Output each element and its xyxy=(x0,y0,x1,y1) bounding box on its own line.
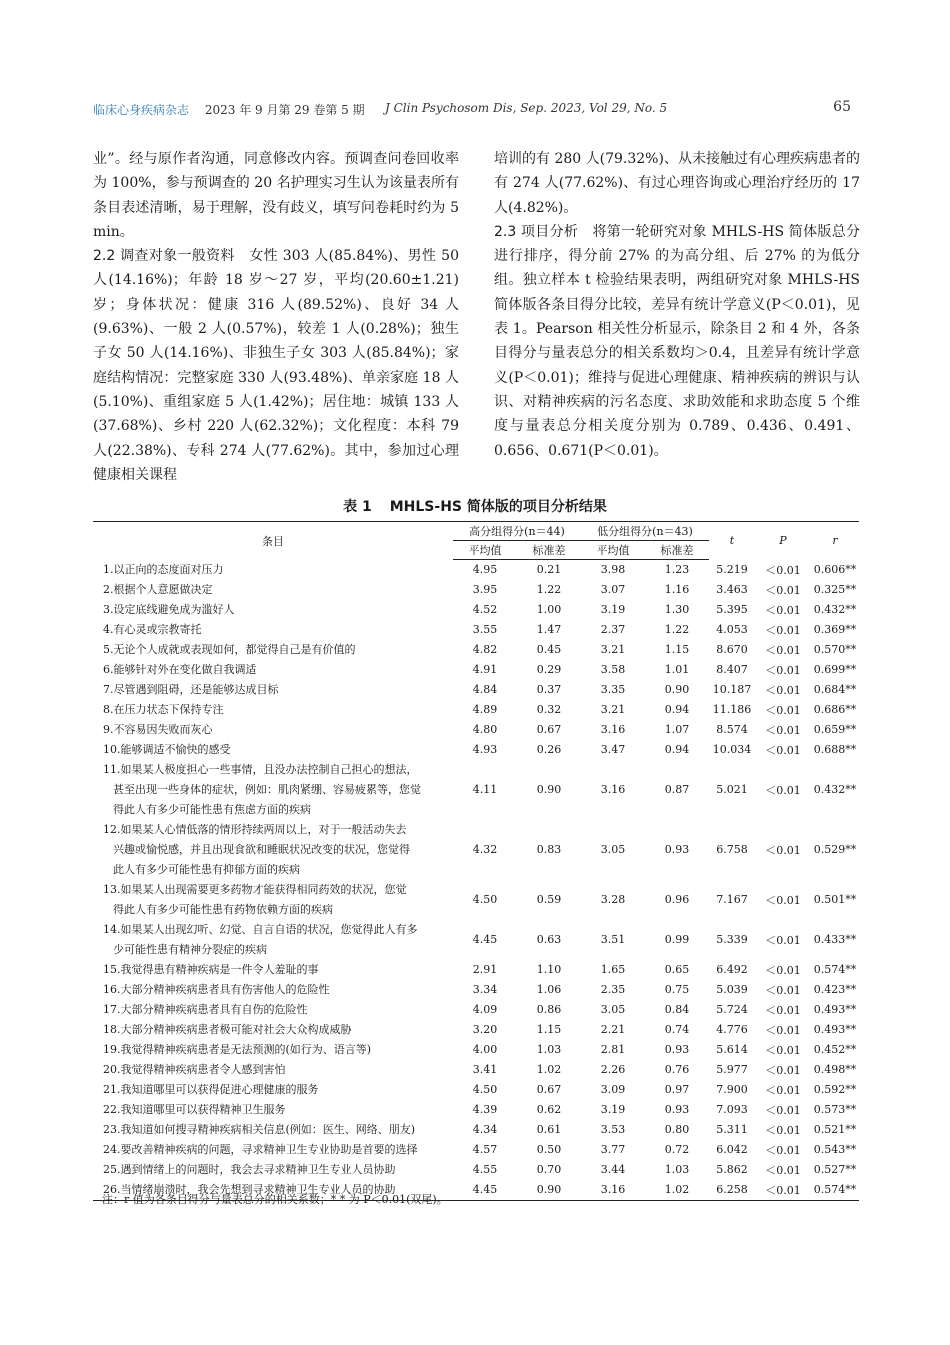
cell-p: ＜0.01 xyxy=(765,1083,801,1097)
cell-hs: 1.03 xyxy=(536,1043,562,1056)
cell-hm: 4.50 xyxy=(472,893,498,906)
item-text xyxy=(93,960,453,980)
item-text-line: 9.不容易因失败而灰心 xyxy=(103,722,213,736)
item-text-line: 3.设定底线避免成为滥好人 xyxy=(103,602,235,616)
section-2-3 xyxy=(494,220,860,463)
col-header-low-group: 低分组得分(n＝43) xyxy=(581,522,709,541)
item-text xyxy=(93,560,453,580)
item-text xyxy=(93,880,453,920)
cell-ls: 1.07 xyxy=(664,723,690,736)
item-text-line: 少可能性患有精神分裂症的疾病 xyxy=(113,942,267,956)
item-text-line: 16.大部分精神疾病患者具有伤害他人的危险性 xyxy=(103,982,330,996)
cell-hm: 3.55 xyxy=(472,623,498,636)
cell-p: ＜0.01 xyxy=(765,583,801,597)
table-row xyxy=(93,920,859,960)
item-text-line: 7.尽管遇到阻碍，还是能够达成目标 xyxy=(103,682,279,696)
cell-t: 5.311 xyxy=(716,1123,748,1136)
item-text xyxy=(93,740,453,760)
cell-t: 7.093 xyxy=(716,1103,748,1116)
cell-p: ＜0.01 xyxy=(765,623,801,637)
table-row xyxy=(93,1080,859,1100)
table-row xyxy=(93,740,859,760)
cell-lm: 3.51 xyxy=(600,933,626,946)
cell-hs: 0.32 xyxy=(536,703,562,716)
item-text-line: 此人有多少可能性患有抑郁方面的疾病 xyxy=(113,862,300,876)
cell-lm: 3.98 xyxy=(600,563,626,577)
cell-t: 10.187 xyxy=(712,683,752,696)
item-text-line: 11.如果某人极度担心一些事情，且没办法控制自己担心的想法， xyxy=(103,762,418,776)
cell-lm: 2.21 xyxy=(600,1023,626,1036)
item-text xyxy=(93,600,453,620)
cell-t: 10.034 xyxy=(712,743,752,756)
cell-t: 5.339 xyxy=(716,933,748,946)
cell-lm: 3.09 xyxy=(600,1083,626,1096)
section-2-3-heading: 2.3 项目分析 xyxy=(494,223,579,240)
cell-hs: 0.21 xyxy=(536,563,562,577)
cell-ls: 0.90 xyxy=(664,683,690,696)
cell-ls: 0.80 xyxy=(664,1123,690,1136)
cell-hm: 4.11 xyxy=(472,783,498,796)
table-row xyxy=(93,1060,859,1080)
cell-hm: 4.91 xyxy=(472,663,498,676)
cell-hs: 0.59 xyxy=(536,893,562,906)
cell-ls: 1.30 xyxy=(664,603,690,616)
item-text-line: 25.遇到情绪上的问题时，我会去寻求精神卫生专业人员协助 xyxy=(103,1162,396,1176)
cell-ls: 1.23 xyxy=(664,563,690,577)
col-header-high-sd: 标准差 xyxy=(517,541,581,560)
right-column xyxy=(494,147,860,463)
item-text xyxy=(93,1020,453,1040)
cell-t: 5.219 xyxy=(716,563,748,576)
cell-r: 0.325** xyxy=(813,583,857,596)
issue-info: 2023 年 9 月第 29 卷第 5 期 xyxy=(204,103,365,117)
cell-p: ＜0.01 xyxy=(765,983,801,997)
cell-lm: 3.19 xyxy=(600,603,626,616)
table-row xyxy=(93,1000,859,1020)
cell-t: 6.492 xyxy=(716,963,748,976)
item-text-line: 22.我知道哪里可以获得精神卫生服务 xyxy=(103,1102,286,1116)
cell-ls: 0.93 xyxy=(664,1103,690,1116)
cell-lm: 3.07 xyxy=(600,583,626,596)
cell-lm: 3.44 xyxy=(600,1163,626,1176)
cell-lm: 2.37 xyxy=(600,623,626,636)
table-row xyxy=(93,1020,859,1040)
cell-lm: 3.47 xyxy=(600,743,626,756)
cell-hs: 1.06 xyxy=(536,983,562,996)
cell-r: 0.521** xyxy=(813,1123,857,1136)
section-2-2 xyxy=(93,244,459,487)
cell-p: ＜0.01 xyxy=(765,643,801,657)
cell-p: ＜0.01 xyxy=(765,703,801,717)
cell-ls: 0.65 xyxy=(664,963,690,976)
item-text-line: 4.有心灵或宗教寄托 xyxy=(103,622,202,636)
cell-r: 0.527** xyxy=(813,1163,857,1176)
item-text-line: 23.我知道如何搜寻精神疾病相关信息(例如：医生、网络、朋友) xyxy=(103,1122,416,1136)
cell-hm: 4.84 xyxy=(472,683,498,696)
left-column xyxy=(93,147,459,487)
cell-hm: 3.95 xyxy=(472,583,498,596)
section-2-2-text: 女性 303 人(85.84%)、男性 50 人(14.16%)；年龄 18 岁～27 岁，平均(20.60±1.21)岁；身体状况：健康 316 人(89.52%)、良好 34 人(9.63%)、一般 2 人(0.57%)，较差 1 人(0.28%)；独生子女 50 人(14.16%)、非独生子女 303 人(85.84%)；家庭结构情况：完整家庭 330 人(93.48%)、单亲家庭 18 人(5.10%)、重组家庭 5 人(1.42%)；居住地：城镇 133 人(37.68%)、乡村 220 人(62.32%)；文化程度：本科 79 人(22.38%)、专科 274 人(77.62%)。其中，参加过心理健康相关课程 xyxy=(93,248,459,483)
cell-p: ＜0.01 xyxy=(765,893,801,907)
cell-r: 0.659** xyxy=(813,723,857,736)
table-caption-label: 表 1 xyxy=(343,499,372,515)
page-number: 65 xyxy=(833,99,851,115)
cell-t: 5.395 xyxy=(716,603,748,616)
cell-hs: 1.47 xyxy=(536,623,562,636)
item-text-line: 13.如果某人出现需要更多药物才能获得相同药效的状况，您觉 xyxy=(103,882,407,896)
cell-p: ＜0.01 xyxy=(765,1063,801,1077)
cell-lm: 2.81 xyxy=(600,1043,626,1056)
table-row xyxy=(93,620,859,640)
cell-lm: 2.35 xyxy=(600,983,626,996)
cell-hm: 4.93 xyxy=(472,743,498,756)
cell-t: 6.042 xyxy=(716,1143,748,1156)
cell-r: 0.432** xyxy=(813,603,857,616)
cell-hs: 0.37 xyxy=(536,683,562,696)
cell-r: 0.574** xyxy=(813,963,857,976)
item-text-line: 20.我觉得精神疾病患者令人感到害怕 xyxy=(103,1062,286,1076)
cell-p: ＜0.01 xyxy=(765,603,801,617)
cell-ls: 0.75 xyxy=(664,983,690,996)
cell-ls: 0.94 xyxy=(664,743,690,756)
table-row xyxy=(93,1160,859,1180)
cell-hm: 4.57 xyxy=(472,1143,498,1156)
cell-ls: 0.76 xyxy=(664,1063,690,1076)
item-text xyxy=(93,720,453,740)
item-text xyxy=(93,1120,453,1140)
item-text-line: 18.大部分精神疾病患者极可能对社会大众构成威胁 xyxy=(103,1022,352,1036)
cell-t: 7.167 xyxy=(716,893,748,906)
cell-r: 0.423** xyxy=(813,983,857,996)
col-header-high-mean: 平均值 xyxy=(453,541,517,560)
cell-hm: 4.89 xyxy=(472,703,498,716)
table-row xyxy=(93,820,859,880)
cell-hs: 1.02 xyxy=(536,1063,562,1076)
table-row xyxy=(93,560,859,580)
table-row xyxy=(93,1040,859,1060)
cell-p: ＜0.01 xyxy=(765,743,801,757)
item-text xyxy=(93,760,453,820)
item-text-line: 得此人有多少可能性患有药物依赖方面的疾病 xyxy=(113,902,333,916)
item-text-line: 15.我觉得患有精神疾病是一件令人羞耻的事 xyxy=(103,962,319,976)
item-text-line: 1.以正向的态度面对压力 xyxy=(103,562,224,576)
cell-r: 0.592** xyxy=(813,1083,857,1096)
cell-lm: 3.21 xyxy=(600,703,626,716)
cell-lm: 3.16 xyxy=(600,723,626,736)
cell-hs: 1.10 xyxy=(536,963,562,976)
cell-r: 0.699** xyxy=(813,663,857,676)
table-row xyxy=(93,960,859,980)
cell-p: ＜0.01 xyxy=(765,1123,801,1137)
table-row xyxy=(93,980,859,1000)
table-body xyxy=(93,560,859,1201)
cell-r: 0.684** xyxy=(813,683,857,696)
table-row xyxy=(93,640,859,660)
cell-r: 0.493** xyxy=(813,1003,857,1016)
cell-hs: 1.22 xyxy=(536,583,562,596)
cell-hs: 0.70 xyxy=(536,1163,562,1176)
cell-hm: 4.39 xyxy=(472,1103,498,1116)
item-text-line: 10.能够调适不愉快的感受 xyxy=(103,742,231,756)
item-text xyxy=(93,1100,453,1120)
cell-ls: 0.74 xyxy=(664,1023,690,1036)
col-header-low-sd: 标准差 xyxy=(645,541,709,560)
cell-hm: 4.52 xyxy=(472,603,498,616)
cell-t: 8.407 xyxy=(716,663,748,676)
cell-lm: 1.65 xyxy=(600,963,626,976)
table-row xyxy=(93,600,859,620)
table-caption xyxy=(0,496,950,516)
cell-p: ＜0.01 xyxy=(765,1043,801,1057)
table-row xyxy=(93,660,859,680)
item-text-line: 兴趣或愉悦感，并且出现食欲和睡眠状况改变的状况，您觉得 xyxy=(113,842,410,856)
col-header-p: P xyxy=(755,522,811,560)
cell-ls: 0.99 xyxy=(664,933,690,946)
cell-lm: 3.16 xyxy=(581,1180,645,1201)
cell-hm: 4.32 xyxy=(472,843,498,856)
item-text xyxy=(93,680,453,700)
cell-p: ＜0.01 xyxy=(765,1023,801,1037)
cell-hs: 0.67 xyxy=(536,723,562,736)
col-header-r: r xyxy=(811,522,859,560)
table-row xyxy=(93,720,859,740)
cell-lm: 3.35 xyxy=(600,683,626,696)
cell-ls: 1.16 xyxy=(664,583,690,596)
cell-t: 3.463 xyxy=(716,583,748,596)
cell-r: 0.574** xyxy=(811,1180,859,1201)
cell-t: 5.724 xyxy=(716,1003,748,1016)
cell-p: ＜0.01 xyxy=(765,1163,801,1177)
item-text xyxy=(93,1080,453,1100)
cell-t: 7.900 xyxy=(716,1083,748,1096)
col-header-low-mean: 平均值 xyxy=(581,541,645,560)
cell-hs: 1.15 xyxy=(536,1023,562,1036)
cell-ls: 0.97 xyxy=(664,1083,690,1096)
cell-ls: 1.22 xyxy=(664,623,690,636)
cell-t: 4.776 xyxy=(716,1023,748,1036)
cell-p: ＜0.01 xyxy=(755,1180,811,1201)
cell-p: ＜0.01 xyxy=(765,1003,801,1017)
cell-t: 5.862 xyxy=(716,1163,748,1176)
item-text-line: 21.我知道哪里可以获得促进心理健康的服务 xyxy=(103,1082,319,1096)
cell-t: 5.614 xyxy=(716,1043,748,1056)
cell-lm: 3.16 xyxy=(600,783,626,796)
cell-r: 0.543** xyxy=(813,1143,857,1156)
table-row xyxy=(93,1100,859,1120)
cell-hs: 0.90 xyxy=(536,783,562,796)
item-text xyxy=(93,1000,453,1020)
cell-r: 0.573** xyxy=(813,1103,857,1116)
cell-r: 0.433** xyxy=(813,933,857,946)
cell-hm: 4.50 xyxy=(472,1083,498,1096)
cell-hm: 3.41 xyxy=(472,1063,498,1076)
cell-hm: 4.80 xyxy=(472,723,498,736)
cell-r: 0.570** xyxy=(813,643,857,656)
cell-hm: 4.82 xyxy=(472,643,498,656)
journal-name: 临床心身疾病杂志 xyxy=(93,103,190,117)
cell-lm: 3.53 xyxy=(600,1123,626,1136)
item-text-line: 26.当情绪崩溃时，我会先想到寻求精神卫生专业人员的协助 xyxy=(103,1182,396,1196)
item-text xyxy=(93,1040,453,1060)
cell-p: ＜0.01 xyxy=(765,963,801,977)
item-text-line: 17.大部分精神疾病患者具有自伤的危险性 xyxy=(103,1002,308,1016)
right-paragraph-1: 培训的有 280 人(79.32%)、从未接触过有心理疾病患者的有 274 人(77.62%)、有过心理咨询或心理治疗经历的 17 人(4.82%)。 xyxy=(494,151,860,216)
cell-hs: 0.63 xyxy=(536,933,562,946)
cell-p: ＜0.01 xyxy=(765,663,801,677)
item-text xyxy=(93,1160,453,1180)
cell-lm: 3.28 xyxy=(600,893,626,906)
cell-t: 5.977 xyxy=(716,1063,748,1076)
cell-hs: 0.86 xyxy=(536,1003,562,1016)
cell-r: 0.432** xyxy=(813,783,857,796)
cell-hm: 4.00 xyxy=(472,1043,498,1056)
cell-hm: 3.34 xyxy=(472,983,498,996)
cell-hs: 0.83 xyxy=(536,843,562,856)
cell-r: 0.688** xyxy=(813,743,857,756)
section-2-2-heading: 2.2 调查对象一般资料 xyxy=(93,248,235,265)
cell-r: 0.498** xyxy=(813,1063,857,1076)
item-text-line: 12.如果某人心情低落的情形持续两周以上，对于一般活动失去 xyxy=(103,822,407,836)
cell-t: 6.758 xyxy=(716,843,748,856)
cell-r: 0.369** xyxy=(813,623,857,636)
table-note: 注：r 值为各条目得分与量表总分的相关系数；* * 为 P＜0.01(双尾)。 xyxy=(102,1193,448,1206)
item-text-line: 14.如果某人出现幻听、幻觉、自言自语的状况，您觉得此人有多 xyxy=(103,922,418,936)
table-row xyxy=(93,1120,859,1140)
item-text-line: 8.在压力状态下保持专注 xyxy=(103,702,224,716)
cell-ls: 1.03 xyxy=(664,1163,690,1176)
col-header-high-group: 高分组得分(n＝44) xyxy=(453,522,581,541)
cell-ls: 0.87 xyxy=(664,783,690,796)
left-paragraph-1: 业”。经与原作者沟通，同意修改内容。预调查问卷回收率为 100%，参与预调查的 20 名护理实习生认为该量表所有条目表述清晰，易于理解，没有歧义，填写问卷耗时约为 5 min。 xyxy=(93,151,459,240)
cell-ls: 0.93 xyxy=(664,843,690,856)
table-row xyxy=(93,700,859,720)
cell-r: 0.493** xyxy=(813,1023,857,1036)
cell-p: ＜0.01 xyxy=(765,783,801,797)
cell-p: ＜0.01 xyxy=(765,1143,801,1157)
cell-ls: 0.84 xyxy=(664,1003,690,1016)
cell-hm: 4.09 xyxy=(472,1003,498,1016)
item-text xyxy=(93,820,453,880)
cell-t: 5.021 xyxy=(716,783,748,796)
cell-lm: 3.05 xyxy=(600,843,626,856)
cell-hs: 0.50 xyxy=(536,1143,562,1156)
cell-p: ＜0.01 xyxy=(765,683,801,697)
cell-lm: 3.05 xyxy=(600,1003,626,1016)
col-header-t: t xyxy=(709,522,755,560)
cell-hs: 0.26 xyxy=(536,743,562,756)
running-header xyxy=(93,101,857,121)
item-text xyxy=(93,1060,453,1080)
cell-lm: 3.58 xyxy=(600,663,626,676)
cell-hs: 0.29 xyxy=(536,663,562,676)
cell-hm: 4.45 xyxy=(472,933,498,946)
item-text xyxy=(93,640,453,660)
item-text xyxy=(93,1140,453,1160)
item-text xyxy=(93,700,453,720)
item-text xyxy=(93,920,453,960)
cell-hm: 4.55 xyxy=(472,1163,498,1176)
cell-t: 11.186 xyxy=(712,703,752,716)
cell-hs: 0.45 xyxy=(536,643,562,656)
cell-hs: 0.90 xyxy=(517,1180,581,1201)
cell-ls: 0.94 xyxy=(664,703,690,716)
item-text-line: 5.无论个人成就或表现如何，都觉得自己是有价值的 xyxy=(103,642,356,656)
cell-p: ＜0.01 xyxy=(765,723,801,737)
english-citation: J Clin Psychosom Dis, Sep. 2023, Vol 29, No. 5 xyxy=(385,101,668,115)
item-text-line: 2.根据个人意愿做决定 xyxy=(103,582,213,596)
cell-hm: 4.95 xyxy=(472,563,498,577)
item-text xyxy=(93,620,453,640)
cell-r: 0.606** xyxy=(813,563,857,576)
cell-lm: 3.21 xyxy=(600,643,626,656)
cell-hs: 0.61 xyxy=(536,1123,562,1136)
cell-p: ＜0.01 xyxy=(765,843,801,857)
cell-lm: 3.77 xyxy=(600,1143,626,1156)
cell-t: 8.574 xyxy=(716,723,748,736)
cell-p: ＜0.01 xyxy=(765,563,801,577)
item-text xyxy=(93,580,453,600)
item-text xyxy=(93,980,453,1000)
cell-hm: 4.45 xyxy=(453,1180,517,1201)
cell-p: ＜0.01 xyxy=(765,1103,801,1117)
item-analysis-table xyxy=(93,521,859,1201)
section-2-3-text: 将第一轮研究对象 MHLS-HS 简体版总分进行排序，得分前 27% 的为高分组、后 27% 的为低分组。独立样本 t 检验结果表明，两组研究对象 MHLS-HS 简体版各条目得分比较，差异有统计学意义(P＜0.01)，见表 1。Pearson 相关性分析显示，除条目 2 和 4 外，各条目得分与量表总分的相关系数均＞0.4，且差异有统计学意义(P＜0.01)；维持与促进心理健康、精神疾病的辨识与认识、对精神疾病的污名态度、求助效能和求助态度 5 个维度与量表总分相关度分别为 0.789、0.436、0.491、0.656、0.671(P＜0.01)。 xyxy=(494,223,860,459)
item-text-line: 甚至出现一些身体的症状，例如：肌肉紧绷、容易疲累等，您觉 xyxy=(113,782,421,796)
table-caption-title: MHLS-HS 简体版的项目分析结果 xyxy=(389,499,607,515)
cell-lm: 3.19 xyxy=(600,1103,626,1116)
table-row xyxy=(93,760,859,820)
cell-hs: 0.67 xyxy=(536,1083,562,1096)
item-text xyxy=(93,660,453,680)
cell-ls: 1.02 xyxy=(645,1180,709,1201)
cell-ls: 0.96 xyxy=(664,893,690,906)
cell-lm: 2.26 xyxy=(600,1063,626,1076)
item-text-line: 19.我觉得精神疾病患者是无法预测的(如行为、语言等) xyxy=(103,1042,372,1056)
cell-ls: 0.93 xyxy=(664,1043,690,1056)
cell-hs: 1.00 xyxy=(536,603,562,616)
cell-t: 5.039 xyxy=(716,983,748,996)
table-row xyxy=(93,880,859,920)
cell-r: 0.529** xyxy=(813,843,857,856)
cell-r: 0.452** xyxy=(813,1043,857,1056)
cell-p: ＜0.01 xyxy=(765,933,801,947)
cell-hm: 4.34 xyxy=(472,1123,498,1136)
cell-hs: 0.62 xyxy=(536,1103,562,1116)
item-text-line: 得此人有多少可能性患有焦虑方面的疾病 xyxy=(113,802,311,816)
cell-t: 6.258 xyxy=(709,1180,755,1201)
cell-hm: 2.91 xyxy=(472,963,498,976)
item-text-line: 6.能够针对外在变化做自我调适 xyxy=(103,662,257,676)
col-header-item: 条目 xyxy=(93,522,453,560)
cell-hm: 3.20 xyxy=(472,1023,498,1036)
table-row xyxy=(93,580,859,600)
cell-ls: 1.15 xyxy=(664,643,690,656)
cell-ls: 1.01 xyxy=(664,663,690,676)
cell-r: 0.686** xyxy=(813,703,857,716)
table-row xyxy=(93,1140,859,1160)
cell-ls: 0.72 xyxy=(664,1143,690,1156)
item-text-line: 24.要改善精神疾病的问题，寻求精神卫生专业协助是首要的选择 xyxy=(103,1142,418,1156)
cell-t: 8.670 xyxy=(716,643,748,656)
cell-t: 4.053 xyxy=(716,623,748,636)
table-row xyxy=(93,680,859,700)
cell-r: 0.501** xyxy=(813,893,857,906)
